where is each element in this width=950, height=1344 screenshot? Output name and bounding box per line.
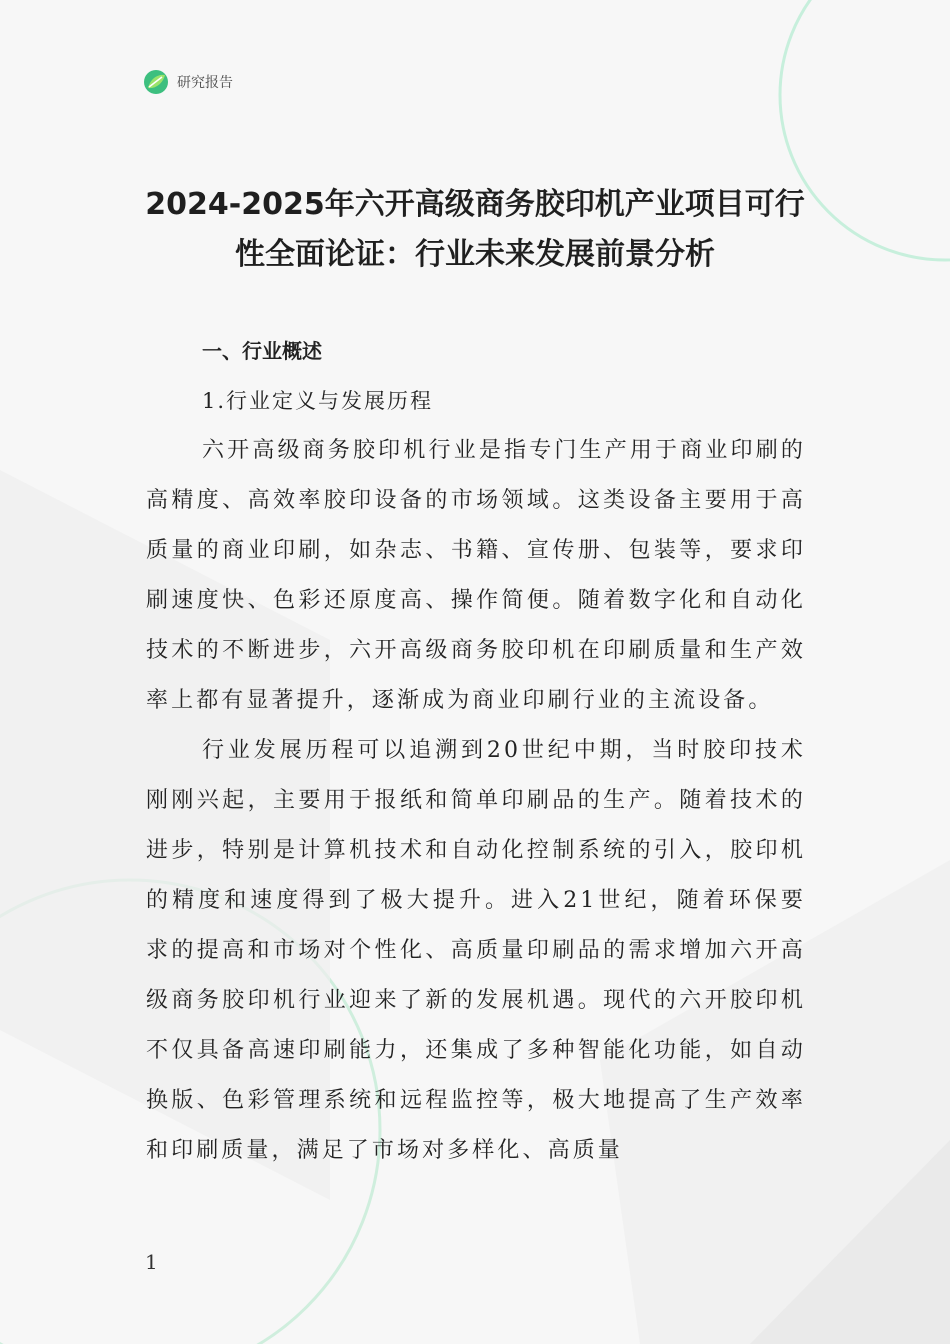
page-header [143,68,233,96]
paragraph: 六开高级商务胶印机行业是指专门生产用于商业印刷的高精度、高效率胶印设备的市场领域。这类设备主要用于高质量的商业印刷，如杂志、书籍、宣传册、包装等，要求印刷速度快、色彩还原度高、操作简便。随着数字化和自动化技术的不断进步，六开高级商务胶印机在印刷质量和生产效率上都有显著提升，逐渐成为商业印刷行业的主流设备。 [146,438,806,713]
subsection-heading: 1.行业定义与发展历程 [202,389,434,413]
page-number: 1 [145,1250,158,1274]
green-leaf-logo-icon [143,69,169,95]
paragraph: 行业发展历程可以追溯到20世纪中期，当时胶印技术刚刚兴起，主要用于报纸和简单印刷品的生产。随着技术的进步，特别是计算机技术和自动化控制系统的引入，胶印机的精度和速度得到了极大提升。进入21世纪，随着环保要求的提高和市场对个性化、高质量印刷品的需求增加六开高级商务胶印机行业迎来了新的发展机遇。现代的六开胶印机不仅具备高速印刷能力，还集成了多种智能化功能，如自动换版、色彩管理系统和远程监控等，极大地提高了生产效率和印刷质量，满足了市场对多样化、高质量 [146,738,806,1163]
document-title: 2024-2025年六开高级商务胶印机产业项目可行性全面论证：行业未来发展前景分析 [145,187,805,272]
section-heading: 一、行业概述 [202,339,322,363]
header-label: 研究报告 [177,75,233,91]
document-body [146,326,806,1176]
